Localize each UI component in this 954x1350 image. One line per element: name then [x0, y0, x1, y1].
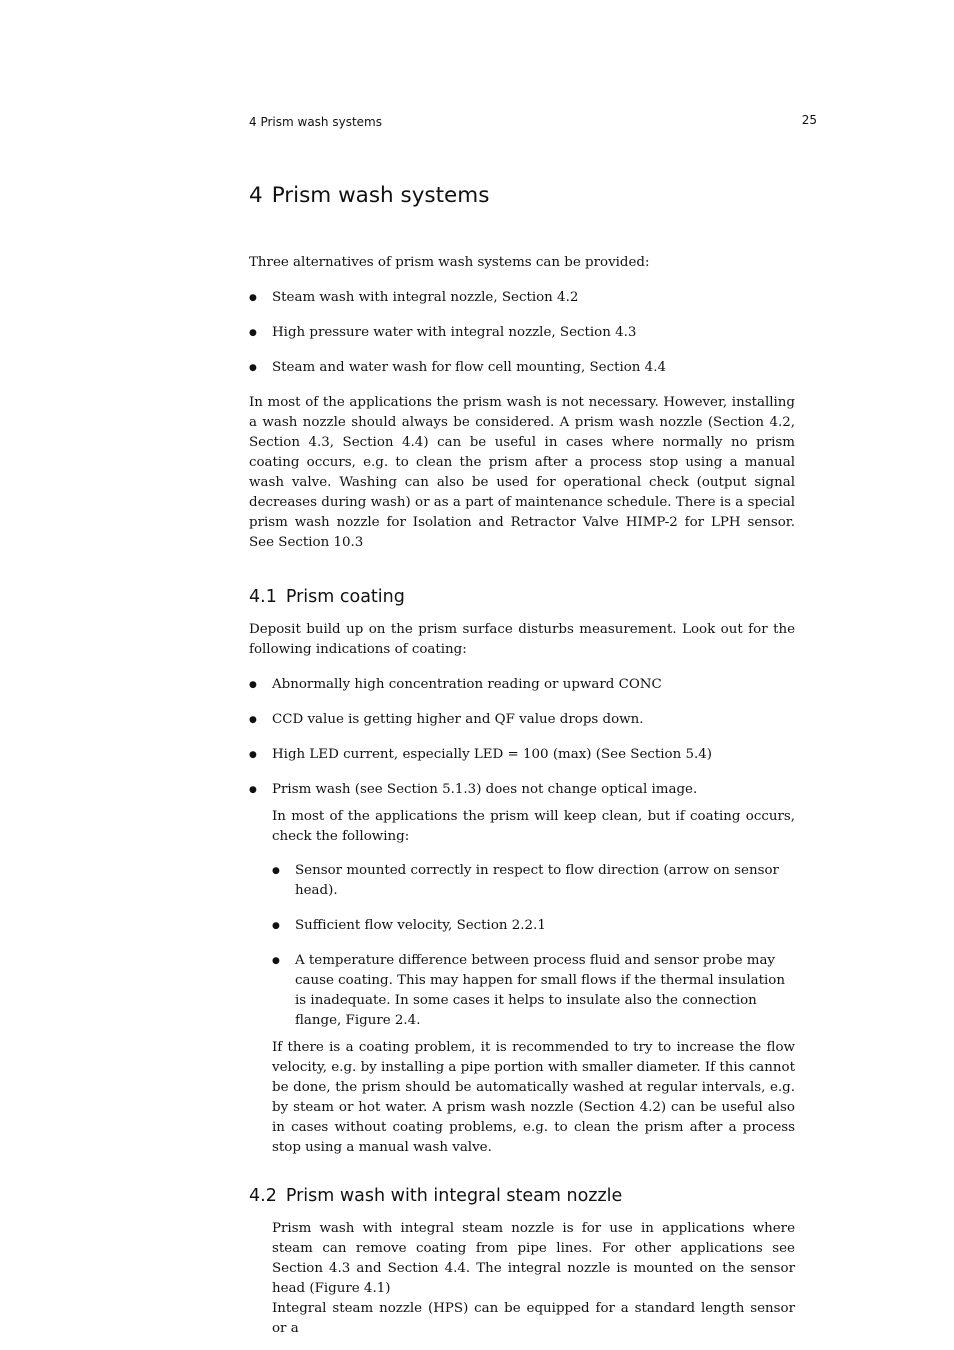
chapter-intro: Three alternatives of prism wash systems can be provided:: [249, 255, 650, 270]
coating-intro: Deposit build up on the prism surface disturbs measurement. Look out for the following indications of coating:: [249, 622, 795, 657]
list-item: ● Prism wash (see Section 5.1.3) does not change optical image.: [249, 780, 795, 800]
page-content: [249, 180, 795, 1339]
chapter-heading: [249, 180, 795, 212]
chapter-paragraph: In most of the applications the prism wash is not necessary. However, installing a wash nozzle should always be considered. A prism wash nozzle (Section 4.2, Section 4.3, Section 4.4) can be useful in cases where normally no prism coating occurs, e.g. to clean the prism after a process stop using a manual wash valve. Washing can also be used for operational check (output signal decreases during wash) or as a part of maintenance schedule. There is a special prism wash nozzle for Isolation and Retractor Valve HIMP-2 for LPH sensor. See Section 10.3: [249, 395, 795, 550]
list-item: ● Steam wash with integral nozzle, Section 4.2: [249, 288, 795, 308]
check-list: [272, 861, 795, 1031]
page-number: 25: [801, 113, 817, 127]
coating-check-block: [272, 807, 795, 1158]
list-item: ● Sensor mounted correctly in respect to flow direction (arrow on sensor head).: [272, 861, 795, 901]
list-item: ● Sufficient flow velocity, Section 2.2.1: [272, 916, 795, 936]
list-item: ● A temperature difference between process fluid and sensor probe may cause coating. This may happen for small flows if the thermal insulation is inadequate. In some cases it helps to insulate also the connection flange, Figure 2.4.: [272, 951, 795, 1031]
section-number: 4.1: [249, 587, 277, 607]
check-intro: In most of the applications the prism will keep clean, but if coating occurs, check the following:: [272, 809, 795, 844]
list-item: ● CCD value is getting higher and QF value drops down.: [249, 710, 795, 730]
list-item: ● High pressure water with integral nozzle, Section 4.3: [249, 323, 795, 343]
section-number: 4.2: [249, 1186, 277, 1206]
list-item: ● High LED current, especially LED = 100 (max) (See Section 5.4): [249, 745, 795, 765]
steam-nozzle-paragraph-2: Integral steam nozzle (HPS) can be equipped for a standard length sensor or a: [272, 1301, 795, 1336]
list-item: ● Steam and water wash for flow cell mounting, Section 4.4: [249, 358, 795, 378]
section-heading-4-1: [249, 584, 795, 610]
chapter-number: 4: [249, 183, 263, 208]
section-heading-4-2: [249, 1183, 795, 1209]
list-item: ● Abnormally high concentration reading or upward CONC: [249, 675, 795, 695]
wash-alternatives-list: [249, 288, 795, 378]
coating-indications-list: [249, 675, 795, 800]
section-title: Prism coating: [285, 587, 405, 607]
coating-closing: If there is a coating problem, it is recommended to try to increase the flow velocity, e.g. by installing a pipe portion with smaller diameter. If this cannot be done, the prism should be automatically washed at regular intervals, e.g. by steam or hot water. A prism wash nozzle (Section 4.2) can be useful also in cases without coating problems, e.g. to clean the prism after a process stop using a manual wash valve.: [272, 1040, 795, 1155]
steam-nozzle-block: [272, 1219, 795, 1339]
chapter-title: Prism wash systems: [271, 183, 490, 208]
running-title: 4 Prism wash systems: [249, 115, 382, 129]
section-title: Prism wash with integral steam nozzle: [285, 1186, 623, 1206]
steam-nozzle-paragraph: Prism wash with integral steam nozzle is for use in applications where steam can remove coating from pipe lines. For other applications see Section 4.3 and Section 4.4. The integral nozzle is mounted on the sensor head (Figure 4.1): [272, 1221, 795, 1296]
